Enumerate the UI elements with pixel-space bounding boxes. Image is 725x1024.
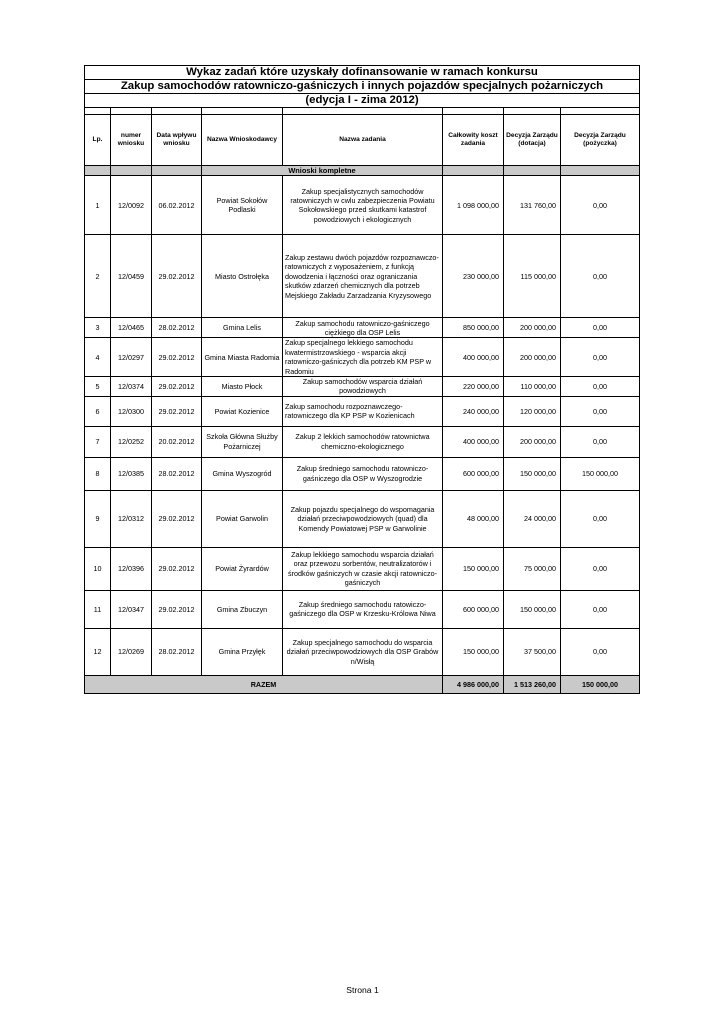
title-row-3 — [85, 94, 640, 108]
cell-pozyczka: 0,00 — [561, 628, 640, 675]
cell-zadanie: Zakup lekkiego samochodu wsparcia działań oraz przewozu sorbentów, neutralizatorów i środków gaśniczych w czasie akcji ratowniczo-gaśniczych — [283, 547, 443, 590]
header-zadanie: Nazwa zadania — [283, 115, 443, 166]
cell-data: 20.02.2012 — [152, 426, 202, 457]
table-row — [85, 176, 640, 235]
total-dotacja: 1 513 260,00 — [504, 675, 561, 693]
cell-wnioskodawca: Gmina Miasta Radomia — [202, 338, 283, 377]
header-wnioskodawca: Nazwa Wnioskodawcy — [202, 115, 283, 166]
cell-dotacja: 75 000,00 — [504, 547, 561, 590]
grants-table — [84, 65, 640, 694]
cell-pozyczka: 150 000,00 — [561, 457, 640, 490]
cell-lp: 8 — [85, 457, 111, 490]
cell-lp: 5 — [85, 377, 111, 397]
cell-koszt: 240 000,00 — [443, 396, 504, 426]
table-body — [85, 176, 640, 675]
table-row — [85, 235, 640, 318]
spacer-cell — [202, 108, 283, 115]
cell-numer: 12/0297 — [111, 338, 152, 377]
section-cell — [561, 166, 640, 176]
cell-pozyczka: 0,00 — [561, 490, 640, 547]
cell-pozyczka: 0,00 — [561, 176, 640, 235]
cell-pozyczka: 0,00 — [561, 377, 640, 397]
cell-numer: 12/0465 — [111, 318, 152, 338]
cell-zadanie: Zakup specjalnego samochodu do wsparcia działań przeciwpowodziowych dla OSP Grabów n/Wisłą — [283, 628, 443, 675]
cell-numer: 12/0385 — [111, 457, 152, 490]
title-row-1 — [85, 66, 640, 80]
spacer-cell — [85, 108, 111, 115]
total-koszt: 4 986 000,00 — [443, 675, 504, 693]
cell-zadanie: Zakup samochodów wsparcia działań powodziowych — [283, 377, 443, 397]
title-line-3: (edycja I - zima 2012) — [85, 94, 640, 108]
cell-koszt: 400 000,00 — [443, 338, 504, 377]
cell-dotacja: 131 760,00 — [504, 176, 561, 235]
cell-dotacja: 115 000,00 — [504, 235, 561, 318]
cell-pozyczka: 0,00 — [561, 396, 640, 426]
cell-dotacja: 120 000,00 — [504, 396, 561, 426]
cell-pozyczka: 0,00 — [561, 318, 640, 338]
cell-dotacja: 110 000,00 — [504, 377, 561, 397]
cell-koszt: 850 000,00 — [443, 318, 504, 338]
cell-numer: 12/0347 — [111, 590, 152, 628]
cell-lp: 11 — [85, 590, 111, 628]
cell-koszt: 600 000,00 — [443, 457, 504, 490]
table-row — [85, 457, 640, 490]
cell-wnioskodawca: Gmina Wyszogród — [202, 457, 283, 490]
cell-koszt: 230 000,00 — [443, 235, 504, 318]
cell-zadanie: Zakup zestawu dwóch pojazdów rozpoznawczo-ratowniczych z wyposażeniem, z funkcją dowodzenia i łączności oraz ograniczania skutków zdarzeń chemicznych dla potrzeb Mejskiego Zakładu Zarzadzania Kryzysowego — [283, 235, 443, 318]
cell-numer: 12/0252 — [111, 426, 152, 457]
cell-numer: 12/0459 — [111, 235, 152, 318]
cell-zadanie: Zakup samochodu rozpoznawczego-ratowniczego dla KP PSP w Kozienicach — [283, 396, 443, 426]
cell-wnioskodawca: Miasto Płock — [202, 377, 283, 397]
cell-zadanie: Zakup średniego samochodu ratowniczo-gaśniczego dla OSP w Wyszogrodzie — [283, 457, 443, 490]
cell-lp: 12 — [85, 628, 111, 675]
table-row — [85, 628, 640, 675]
cell-wnioskodawca: Powiat Sokołów Podlaski — [202, 176, 283, 235]
spacer-row — [85, 108, 640, 115]
header-pozyczka: Decyzja Zarządu (pożyczka) — [561, 115, 640, 166]
cell-dotacja: 200 000,00 — [504, 338, 561, 377]
header-row — [85, 115, 640, 166]
header-dotacja: Decyzja Zarządu (dotacja) — [504, 115, 561, 166]
cell-data: 06.02.2012 — [152, 176, 202, 235]
spacer-cell — [504, 108, 561, 115]
cell-wnioskodawca: Gmina Lelis — [202, 318, 283, 338]
cell-lp: 7 — [85, 426, 111, 457]
cell-data: 29.02.2012 — [152, 396, 202, 426]
cell-dotacja: 200 000,00 — [504, 426, 561, 457]
cell-zadanie: Zakup specjalistycznych samochodów ratowniczych w cwlu zabezpieczenia Powiatu Sokołowskiego przed skutkami katastrof powodziowych i ekologicznych — [283, 176, 443, 235]
cell-lp: 2 — [85, 235, 111, 318]
section-label: Wnioski kompletne — [202, 166, 443, 176]
cell-data: 29.02.2012 — [152, 490, 202, 547]
cell-lp: 9 — [85, 490, 111, 547]
title-line-1: Wykaz zadań które uzyskały dofinansowanie w ramach konkursu — [85, 66, 640, 80]
section-cell — [111, 166, 152, 176]
section-row — [85, 166, 640, 176]
table-row — [85, 590, 640, 628]
table-row — [85, 338, 640, 377]
cell-numer: 12/0300 — [111, 396, 152, 426]
cell-koszt: 150 000,00 — [443, 547, 504, 590]
total-row — [85, 675, 640, 693]
cell-zadanie: Zakup pojazdu specjalnego do wspomagania działań przeciwpowodziowych (quad) dla Komendy Powiatowej PSP w Garwolinie — [283, 490, 443, 547]
title-line-2: Zakup samochodów ratowniczo-gaśniczych i innych pojazdów specjalnych pożarniczych — [85, 80, 640, 94]
cell-pozyczka: 0,00 — [561, 338, 640, 377]
cell-data: 29.02.2012 — [152, 338, 202, 377]
table-row — [85, 426, 640, 457]
cell-numer: 12/0396 — [111, 547, 152, 590]
total-label: RAZEM — [85, 675, 443, 693]
spacer-cell — [561, 108, 640, 115]
header-koszt: Całkowity koszt zadania — [443, 115, 504, 166]
cell-wnioskodawca: Gmina Przyłęk — [202, 628, 283, 675]
total-pozyczka: 150 000,00 — [561, 675, 640, 693]
title-row-2 — [85, 80, 640, 94]
cell-numer: 12/0374 — [111, 377, 152, 397]
spacer-cell — [443, 108, 504, 115]
cell-zadanie: Zakup samochodu ratowniczo-gaśniczego ciężkiego dla OSP Lelis — [283, 318, 443, 338]
header-numer: numer wniosku — [111, 115, 152, 166]
cell-koszt: 48 000,00 — [443, 490, 504, 547]
section-cell — [85, 166, 111, 176]
cell-zadanie: Zakup średniego samochodu ratowiczo-gaśniczego dla OSP w Krzesku-Królowa Niwa — [283, 590, 443, 628]
cell-numer: 12/0312 — [111, 490, 152, 547]
cell-koszt: 1 098 000,00 — [443, 176, 504, 235]
cell-pozyczka: 0,00 — [561, 426, 640, 457]
cell-data: 29.02.2012 — [152, 235, 202, 318]
cell-lp: 1 — [85, 176, 111, 235]
cell-wnioskodawca: Szkoła Główna Służby Pożarniczej — [202, 426, 283, 457]
cell-data: 28.02.2012 — [152, 318, 202, 338]
cell-data: 29.02.2012 — [152, 547, 202, 590]
spacer-cell — [283, 108, 443, 115]
cell-koszt: 400 000,00 — [443, 426, 504, 457]
table-row — [85, 547, 640, 590]
cell-pozyczka: 0,00 — [561, 547, 640, 590]
cell-pozyczka: 0,00 — [561, 235, 640, 318]
cell-dotacja: 24 000,00 — [504, 490, 561, 547]
section-cell — [504, 166, 561, 176]
cell-wnioskodawca: Gmina Zbuczyn — [202, 590, 283, 628]
page-footer: Strona 1 — [346, 985, 379, 995]
cell-wnioskodawca: Powiat Żyrardów — [202, 547, 283, 590]
cell-koszt: 600 000,00 — [443, 590, 504, 628]
cell-data: 29.02.2012 — [152, 590, 202, 628]
cell-koszt: 150 000,00 — [443, 628, 504, 675]
cell-numer: 12/0092 — [111, 176, 152, 235]
section-cell — [443, 166, 504, 176]
cell-wnioskodawca: Powiat Garwolin — [202, 490, 283, 547]
cell-dotacja: 150 000,00 — [504, 457, 561, 490]
table-row — [85, 377, 640, 397]
cell-dotacja: 150 000,00 — [504, 590, 561, 628]
cell-pozyczka: 0,00 — [561, 590, 640, 628]
cell-dotacja: 200 000,00 — [504, 318, 561, 338]
cell-lp: 10 — [85, 547, 111, 590]
cell-lp: 4 — [85, 338, 111, 377]
cell-zadanie: Zakup 2 lekkich samochodów ratownictwa chemiczno-ekologicznego — [283, 426, 443, 457]
cell-lp: 3 — [85, 318, 111, 338]
spacer-cell — [152, 108, 202, 115]
table-row — [85, 490, 640, 547]
cell-data: 29.02.2012 — [152, 377, 202, 397]
table-row — [85, 396, 640, 426]
cell-koszt: 220 000,00 — [443, 377, 504, 397]
spacer-cell — [111, 108, 152, 115]
cell-zadanie: Zakup specjalnego lekkiego samochodu kwatermistrzowskiego - wsparcia akcji ratowniczo-gaśniczych dla potrzeb KM PSP w Radomiu — [283, 338, 443, 377]
header-lp: Lp. — [85, 115, 111, 166]
cell-lp: 6 — [85, 396, 111, 426]
cell-wnioskodawca: Miasto Ostrołęka — [202, 235, 283, 318]
cell-dotacja: 37 500,00 — [504, 628, 561, 675]
section-cell — [152, 166, 202, 176]
cell-numer: 12/0269 — [111, 628, 152, 675]
cell-wnioskodawca: Powiat Kozienice — [202, 396, 283, 426]
table-row — [85, 318, 640, 338]
header-data: Data wpływu wniosku — [152, 115, 202, 166]
cell-data: 28.02.2012 — [152, 457, 202, 490]
cell-data: 28.02.2012 — [152, 628, 202, 675]
